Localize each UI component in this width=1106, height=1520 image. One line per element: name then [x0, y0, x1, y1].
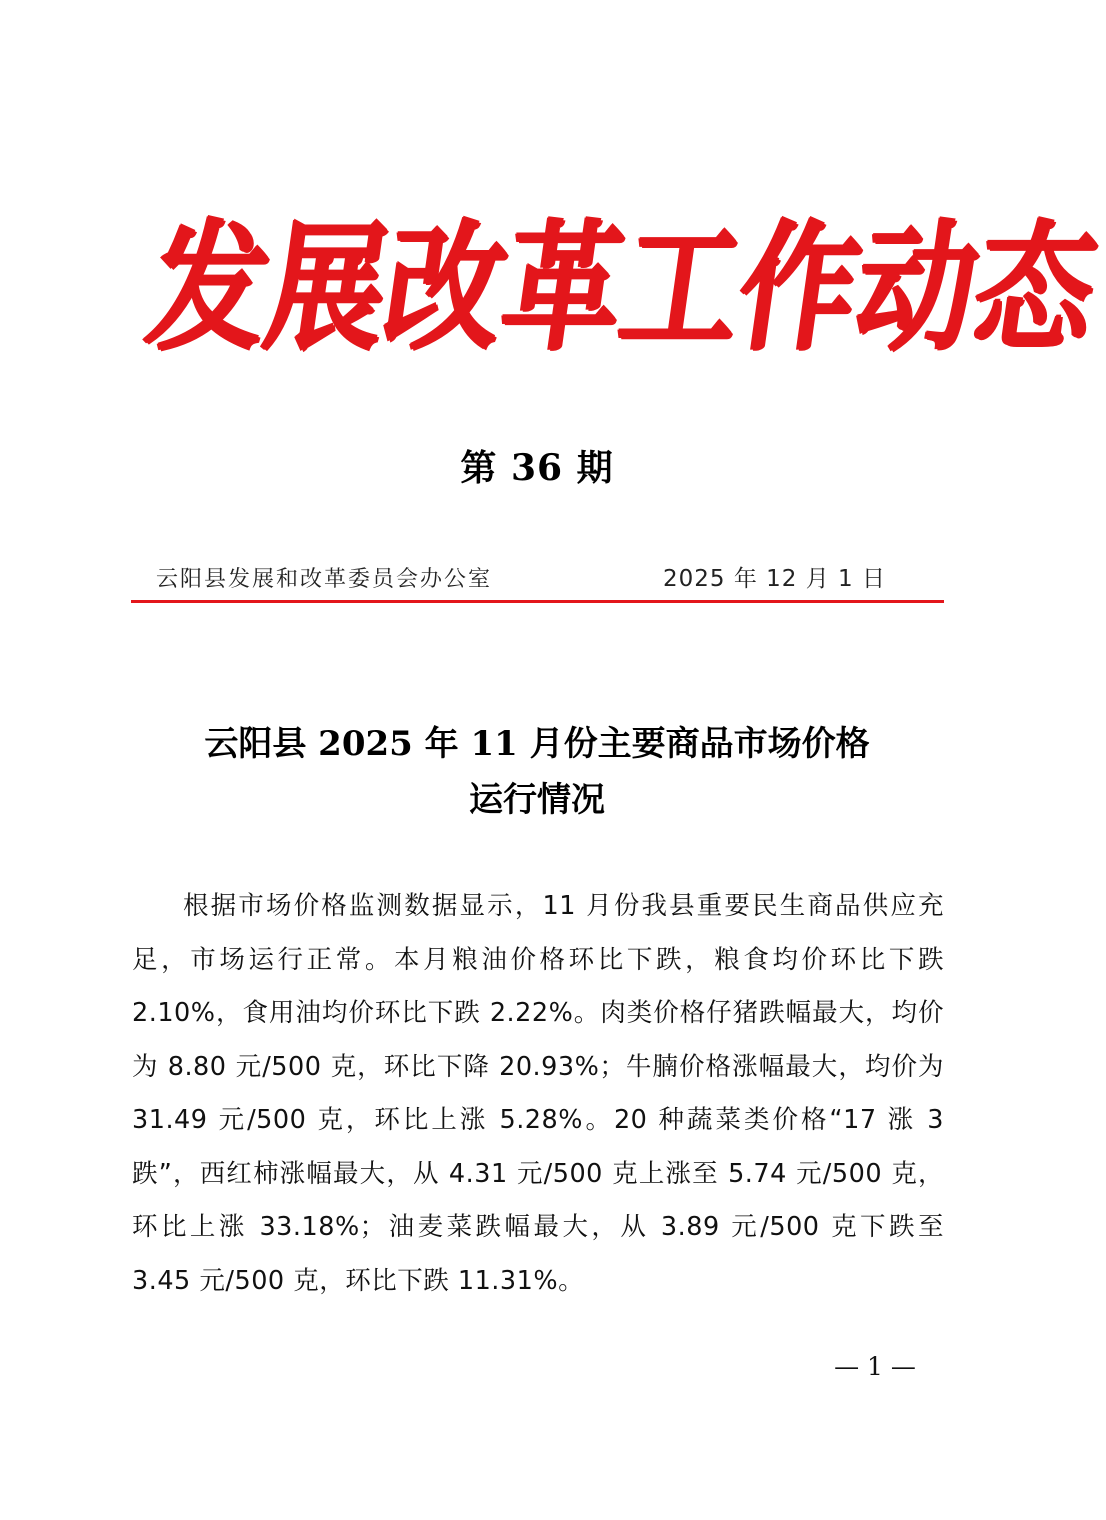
masthead-char: 发 — [138, 204, 280, 369]
masthead-char: 革 — [492, 204, 634, 369]
issue-date: 2025 年 12 月 1 日 — [663, 566, 886, 592]
page-number: — 1 — — [834, 1352, 916, 1381]
masthead-char: 改 — [374, 204, 516, 369]
red-divider — [131, 600, 944, 603]
masthead-char: 动 — [846, 204, 988, 369]
masthead-char: 展 — [256, 204, 398, 369]
document-title — [100, 716, 974, 828]
document-title-line-1: 云阳县 2025 年 11 月份主要商品市场价格 — [204, 724, 870, 764]
masthead-char: 工 — [610, 204, 752, 369]
document-title-line-2: 运行情况 — [469, 780, 605, 820]
masthead-char: 作 — [728, 204, 870, 369]
masthead-char: 态 — [964, 204, 1106, 369]
issuer-name: 云阳县发展和改革委员会办公室 — [156, 567, 493, 592]
issuer-line — [131, 560, 944, 596]
body-paragraph: 根据市场价格监测数据显示，11 月份我县重要民生商品供应充足，市场运行正常。本月粮油价格环比下跌，粮食均价环比下跌 2.10%，食用油均价环比下跌 2.22%。肉类价格仔猪跌幅最大，均价为 8.80 元/500 克，环比下降 20.93%；牛腩价格涨幅最大，均价为 31.49 元/500 克，环比上涨 5.28%。20 种蔬菜类价格“17 涨 3 跌”，西红柿涨幅最大，从 4.31 元/500 克上涨至 5.74 元/500 克，环比上涨 33.18%；油麦菜跌幅最大，从 3.89 元/500 克下跌至 3.45 元/500 克，环比下跌 11.31%。 — [132, 891, 944, 1296]
issue-number: 第 36 期 — [460, 447, 614, 489]
masthead-title — [138, 192, 1106, 382]
